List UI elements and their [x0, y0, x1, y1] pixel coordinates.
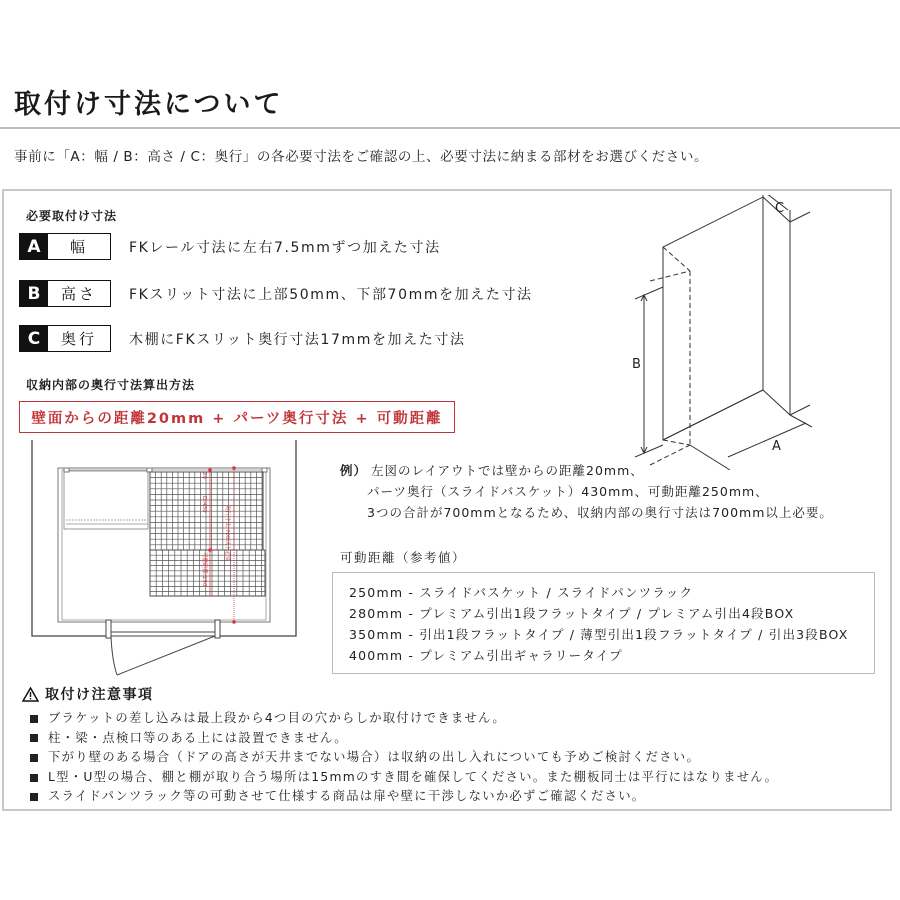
movable-reference-heading: 可動距離（参考値）	[340, 550, 467, 565]
dimension-description: 木棚にFKスリット奥行寸法17mmを加えた寸法	[129, 331, 466, 348]
dimension-letter: A	[20, 234, 48, 259]
dimension-row-c	[19, 325, 466, 352]
bullet-icon	[30, 754, 38, 762]
dimension-description: FKレール寸法に左右7.5mmずつ加えた寸法	[129, 239, 441, 256]
caution-item: 下がり壁のある場合（ドアの高さが天井までない場合）は収納の出し入れについても予めご検討ください。	[30, 748, 778, 768]
dimension-tag	[19, 233, 111, 260]
dimension-name: 奥行	[60, 330, 97, 348]
required-dimensions-heading: 必要取付け寸法	[26, 209, 118, 223]
reference-row: 280mm - プレミアム引出1段フラットタイプ / プレミアム引出4段BOX	[349, 606, 795, 621]
title-divider	[0, 127, 900, 129]
bullet-icon	[30, 793, 38, 801]
reference-row: 400mm - プレミアム引出ギャラリータイプ	[349, 648, 623, 663]
dimension-description: FKスリット寸法に上部50mm、下部70mmを加えた寸法	[129, 286, 533, 303]
depth-calc-heading: 収納内部の奥行寸法算出方法	[26, 378, 196, 392]
dimension-c-label: C	[775, 201, 785, 216]
floorplan-diagram	[20, 440, 320, 680]
caution-heading	[22, 684, 154, 704]
caution-heading-label: 取付け注意事項	[45, 687, 154, 703]
dimension-row-a	[19, 233, 441, 260]
dimension-b-label: B	[632, 357, 641, 372]
caution-item: スライドパンツラック等の可動させて仕様する商品は扉や壁に干渉しないか必ずご確認ください。	[30, 787, 778, 807]
example-line: 3つの合計が700mmとなるため、収納内部の奥行寸法は700mm以上必要。	[367, 505, 833, 520]
movable-distance-label: 可動距離:250	[201, 552, 207, 587]
bullet-icon	[30, 734, 38, 742]
bullet-icon	[30, 774, 38, 782]
page-title: 取付け寸法について	[14, 89, 284, 120]
part-depth-label: D:430	[201, 496, 207, 513]
isometric-diagram	[620, 195, 840, 470]
dimension-tag	[19, 325, 111, 352]
example-line: 左図のレイアウトでは壁からの距離20mm、	[371, 463, 644, 478]
movable-reference-box	[332, 572, 875, 674]
bullet-icon	[30, 715, 38, 723]
reference-row: 350mm - 引出1段フラットタイプ / 薄型引出1段フラットタイプ / 引出3段BOX	[349, 627, 849, 642]
warning-icon	[22, 687, 39, 702]
dimension-name: 高さ	[60, 285, 97, 303]
dimension-a-label: A	[772, 439, 781, 454]
dimension-name: 幅	[69, 238, 88, 256]
example-label: 例）	[340, 463, 368, 478]
wall-gap-label: 20	[201, 472, 207, 479]
dimension-tag	[19, 280, 111, 307]
example-text	[340, 460, 833, 523]
dimension-letter: C	[20, 326, 48, 351]
required-depth-label: 奥行寸法:700以上必要	[224, 505, 230, 562]
caution-item: 柱・梁・点検口等のある上には設置できません。	[30, 729, 778, 749]
dimension-letter: B	[20, 281, 48, 306]
caution-item: ブラケットの差し込みは最上段から4つ目の穴からしか取付けできません。	[30, 709, 778, 729]
caution-list	[30, 709, 778, 807]
reference-row: 250mm - スライドバスケット / スライドパンツラック	[349, 585, 694, 600]
example-line: パーツ奥行（スライドバスケット）430mm、可動距離250mm、	[367, 484, 769, 499]
dimension-row-b	[19, 280, 533, 307]
caution-item: L型・U型の場合、棚と棚が取り合う場所は15mmのすき間を確保してください。また棚板同士は平行にはなりません。	[30, 768, 778, 788]
depth-formula: 壁面からの距離20mm + パーツ奥行寸法 + 可動距離	[19, 401, 455, 433]
intro-text: 事前に「A：幅 / B：高さ / C：奥行」の各必要寸法をご確認の上、必要寸法に納まる部材をお選びください。	[14, 149, 709, 165]
